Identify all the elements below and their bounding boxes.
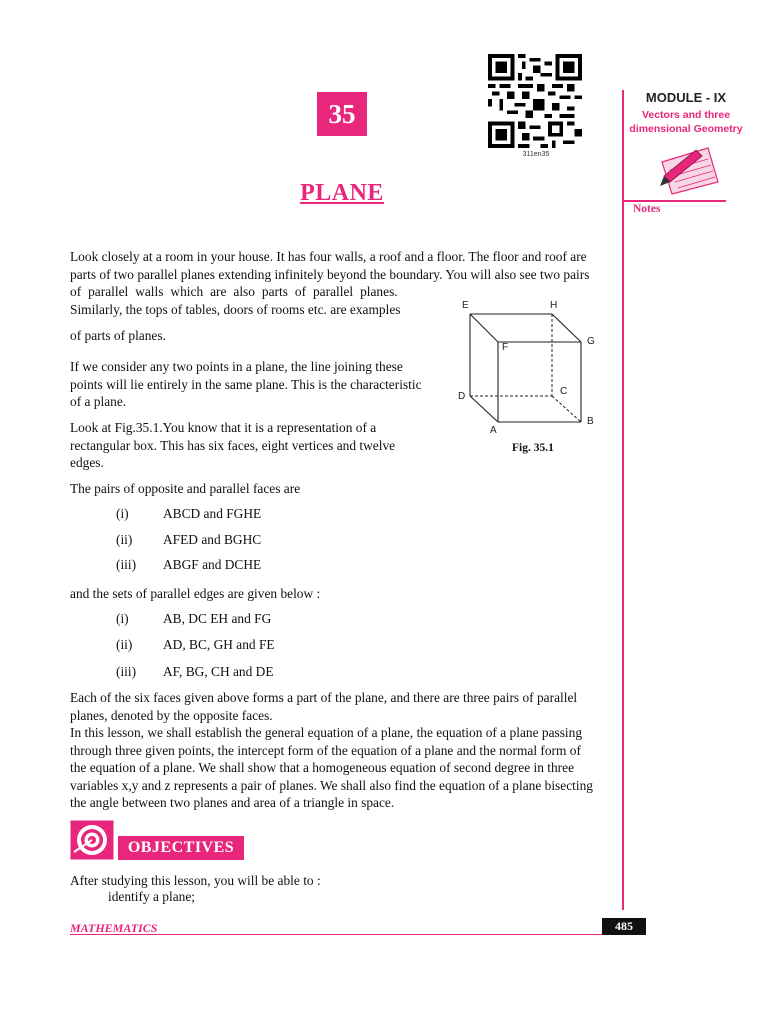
vertex-label-a: A <box>490 425 497 436</box>
text-line: Each of the six faces given above forms a part of the plane, and there are three pairs of parallel <box>70 690 578 705</box>
module-subtitle-line1: Vectors and three <box>641 109 731 121</box>
vertex-label-d: D <box>458 391 466 402</box>
figure-caption: Fig. 35.1 <box>512 442 554 454</box>
intro-paragraph-3 <box>70 419 416 472</box>
vertex-label-c: C <box>560 386 568 397</box>
text-line: the equation of a plane. We shall show that a homogeneous equation of second degree in three <box>70 760 575 775</box>
objectives-heading: OBJECTIVES <box>118 836 244 860</box>
text-line: parts of two parallel planes extending infinitely beyond the boundary. You will also see two pairs <box>70 266 590 282</box>
module-subtitle-line2: dimensional Geometry <box>629 123 743 135</box>
objectives-lead: After studying this lesson, you will be able to : <box>70 873 321 888</box>
vertex-label-g: G <box>587 336 595 347</box>
objectives-target-icon <box>70 820 114 860</box>
module-label: MODULE - IX <box>645 90 727 105</box>
text-line: through three given points, the intercept form of the equation of a plane and the normal form of <box>70 742 581 758</box>
text-line: points will lie entirely in the same plane. This is the characteristic <box>70 376 422 392</box>
qr-label: 311en35 <box>522 151 550 158</box>
text-line: Look closely at a room in your house. It has four walls, a roof and a floor. The floor and roof are <box>70 249 587 264</box>
face-item-text: AFED and BGHC <box>163 532 262 547</box>
notes-label: Notes <box>633 203 661 215</box>
edge-item-num: (iii) <box>116 664 137 679</box>
face-item-num: (ii) <box>116 532 133 547</box>
vertex-label-h: H <box>550 300 558 311</box>
edge-item-text: AF, BG, CH and DE <box>163 664 274 679</box>
edges-lead: and the sets of parallel edges are given below : <box>70 586 321 601</box>
edge-item-text: AD, BC, GH and FE <box>163 637 275 652</box>
chapter-number: 35 <box>317 92 367 136</box>
chapter-title: PLANE <box>300 180 384 206</box>
edge-item-text: AB, DC EH and FG <box>163 611 272 626</box>
text-line: of a plane. <box>70 394 127 409</box>
face-item-text: ABGF and DCHE <box>163 557 262 572</box>
text-line: edges. <box>70 455 104 470</box>
notes-rule <box>622 200 726 202</box>
edge-item-num: (ii) <box>116 637 133 652</box>
objective-item: identify a plane; <box>108 889 196 904</box>
vertex-label-b: B <box>587 416 594 427</box>
text-line: of parts of planes. <box>70 328 166 343</box>
text-line: variables x,y and z represents a pair of planes. We shall also find the equation of a plane bisecting <box>70 777 593 793</box>
text-line: planes, denoted by the opposite faces. <box>70 707 273 723</box>
closing-paragraph <box>70 689 616 812</box>
margin-rule <box>622 90 624 910</box>
text-line: In this lesson, we shall establish the general equation of a plane, the equation of a plane passing <box>70 725 583 740</box>
face-item-num: (i) <box>116 506 129 521</box>
page-number: 485 <box>602 918 646 935</box>
notepad-pencil-icon <box>656 140 726 196</box>
footer-subject: MATHEMATICS <box>70 921 158 935</box>
text-line: rectangular box. This has six faces, eight vertices and twelve <box>70 437 396 453</box>
face-item-num: (iii) <box>116 557 137 572</box>
text-line: Similarly, the tops of tables, doors of rooms etc. are examples <box>70 301 401 317</box>
intro-paragraph-2 <box>70 358 422 411</box>
face-item-text: ABCD and FGHE <box>163 506 262 521</box>
faces-lead: The pairs of opposite and parallel faces are <box>70 481 301 496</box>
text-line: the angle between two planes and area of a triangle in space. <box>70 795 395 810</box>
vertex-label-f: F <box>502 342 509 353</box>
text-line: If we consider any two points in a plane, the line joining these <box>70 359 403 374</box>
module-subtitle <box>626 108 746 136</box>
edge-item-num: (i) <box>116 611 129 626</box>
qr-code <box>486 54 584 148</box>
cube-figure <box>450 296 610 436</box>
text-line: Look at Fig.35.1.You know that it is a representation of a <box>70 420 377 435</box>
vertex-label-e: E <box>462 300 469 311</box>
text-line: of parallel walls which are also parts of parallel planes. <box>70 284 398 299</box>
